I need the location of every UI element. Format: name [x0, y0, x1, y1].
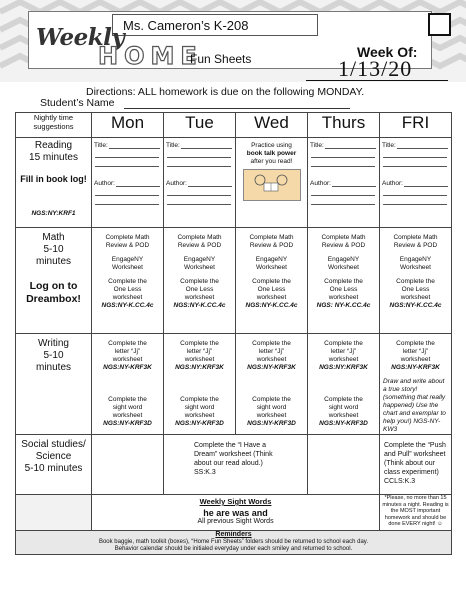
- directions-text: Directions: ALL homework is due on the following MONDAY.: [86, 86, 365, 98]
- writing-thurs: [308, 334, 380, 435]
- math-engageny: EngageNY Worksheet: [183, 256, 216, 271]
- reading-fri: [380, 138, 452, 228]
- math-thurs: [308, 228, 380, 334]
- writing-ngs: NGS:NY-KRF3K: [103, 364, 152, 371]
- author-label: Author:: [94, 180, 115, 187]
- writing-ngs: NGS:NY-KRF3K: [391, 364, 440, 371]
- math-ngs: NGS: NY-K.CC.4c: [316, 302, 371, 309]
- writing-fri: [380, 334, 452, 435]
- sight-words-cell: [92, 495, 380, 531]
- wed-line1: Practice using: [251, 142, 292, 149]
- reminder-line1: Book baggie, math toolkit (boxes), “Home Fun Sheets” folders should be returned to school each day.: [98, 538, 369, 545]
- corner-checkbox: [428, 13, 451, 36]
- math-fri: [380, 228, 452, 334]
- reminder-line2: Behavior calendar should be initialed everyday under each smiley and returned to school.: [114, 546, 353, 552]
- math-label: Math: [42, 232, 65, 243]
- math-one-less: Complete the One Less worksheet: [108, 278, 147, 301]
- math-one-less: Complete the One Less worksheet: [396, 278, 435, 301]
- social-row: [16, 435, 452, 495]
- math-mon: [92, 228, 164, 334]
- social-fri: [380, 435, 452, 495]
- writing-mon: [92, 334, 164, 435]
- math-wed: [236, 228, 308, 334]
- social-label: Social studies/ Science: [21, 439, 86, 462]
- student-name-label: Student’s Name: [40, 97, 115, 109]
- title-label: Title:: [94, 142, 108, 149]
- math-review: Complete Math Review & POD: [177, 234, 222, 249]
- writing-ngs: NGS:NY-KRF3D: [247, 420, 296, 427]
- teacher-name: Ms. Cameron’s K-208: [112, 14, 318, 36]
- author-label: Author:: [310, 180, 331, 187]
- reading-tue: [164, 138, 236, 228]
- math-engageny: EngageNY Worksheet: [255, 256, 288, 271]
- writing-ngs: NGS:NY-KRF3D: [175, 420, 224, 427]
- homework-grid: [15, 112, 452, 555]
- math-ngs: NGS:NY-K.CC.4c: [389, 302, 442, 309]
- title-label: Title:: [166, 142, 180, 149]
- writing-letter: Complete the letter “Jj” worksheet: [180, 340, 219, 363]
- wed-line2: book talk power: [246, 150, 297, 157]
- book-talk-picture: [243, 169, 301, 201]
- math-ngs: NGS:NY-K.CC.4c: [245, 302, 298, 309]
- fun-sheets-subtitle: Fun Sheets: [190, 52, 252, 66]
- writing-true-story: Draw and write about a true story! (something that really happened) Use the chart and exemplar to help you!) NGS-NY-KW3: [383, 378, 446, 433]
- writing-ngs: NGS:NY-KRF3D: [103, 420, 152, 427]
- reminders-row: [16, 531, 452, 555]
- math-one-less: Complete the One Less worksheet: [180, 278, 219, 301]
- social-subject: [16, 435, 92, 495]
- reading-ngs: NGS:NY:KRF1: [31, 210, 76, 217]
- reading-instruction: Fill in book log!: [20, 174, 87, 184]
- writing-sight-word: Complete the sight word worksheet: [324, 396, 363, 419]
- writing-ngs: NGS:NY-KRF3D: [319, 420, 368, 427]
- reading-row: [16, 138, 452, 228]
- sight-blank: [16, 495, 92, 531]
- author-label: Author:: [166, 180, 187, 187]
- writing-subject: [16, 334, 92, 435]
- writing-tue: [164, 334, 236, 435]
- day-tue: Tue: [164, 113, 236, 138]
- push-pull-worksheet: Complete the “Push and Pull” worksheet (Think about our class experiment) CCLS:K.3: [384, 442, 446, 485]
- math-one-less: Complete the One Less worksheet: [324, 278, 363, 301]
- writing-letter: Complete the letter “Jj” worksheet: [252, 340, 291, 363]
- writing-sight-word: Complete the sight word worksheet: [108, 396, 147, 419]
- social-thurs: [308, 435, 380, 495]
- sight-words-row: [16, 495, 452, 531]
- reminders-cell: [16, 531, 452, 555]
- math-engageny: EngageNY Worksheet: [327, 256, 360, 271]
- math-time: 5-10 minutes: [35, 244, 71, 267]
- reading-wed: [236, 138, 308, 228]
- sight-words-sub: All previous Sight Words: [197, 518, 274, 525]
- reading-label: Reading: [34, 140, 73, 151]
- writing-ngs: NGS:NY:KRF3K: [175, 364, 224, 371]
- social-tue-wed: [164, 435, 308, 495]
- math-ngs: NGS:NY-K.CC.4c: [101, 302, 154, 309]
- writing-time: 5-10 minutes: [35, 350, 71, 373]
- reading-subject: [16, 138, 92, 228]
- nightly-time-header: Nightly time suggestions: [16, 113, 92, 138]
- math-review: Complete Math Review & POD: [321, 234, 366, 249]
- week-of-label: Week Of:: [357, 44, 418, 60]
- math-review: Complete Math Review & POD: [393, 234, 438, 249]
- weekly-title: Weekly: [36, 24, 125, 51]
- reading-mon: [92, 138, 164, 228]
- reading-thurs: [308, 138, 380, 228]
- writing-ngs: NGS:NY-KRF3K: [247, 364, 296, 371]
- math-instruction: Log on to Dreambox!: [26, 280, 81, 305]
- sight-words-heading: Weekly Sight Words: [199, 497, 272, 506]
- day-thurs: Thurs: [308, 113, 380, 138]
- writing-wed: [236, 334, 308, 435]
- title-label: Title:: [382, 142, 396, 149]
- writing-ngs: NGS:NY:KRF3K: [319, 364, 368, 371]
- homework-note: *Please, no more than 15 minutes a night. Reading is the MOST important homework and should be done EVERY night! ☺: [380, 495, 452, 531]
- title-label: Title:: [310, 142, 324, 149]
- writing-sight-word: Complete the sight word worksheet: [180, 396, 219, 419]
- math-subject: [16, 228, 92, 334]
- writing-sight-word: Complete the sight word worksheet: [252, 396, 291, 419]
- day-wed: Wed: [236, 113, 308, 138]
- grid-header-row: [16, 113, 452, 138]
- math-one-less: Complete the One Less worksheet: [252, 278, 291, 301]
- wed-line3: after you read!: [250, 158, 293, 165]
- writing-letter: Complete the letter “Jj” worksheet: [108, 340, 147, 363]
- writing-label: Writing: [38, 338, 69, 349]
- social-mon: [92, 435, 164, 495]
- math-review: Complete Math Review & POD: [249, 234, 294, 249]
- writing-letter: Complete the letter “Jj” worksheet: [324, 340, 363, 363]
- math-engageny: EngageNY Worksheet: [399, 256, 432, 271]
- day-fri: FRI: [380, 113, 452, 138]
- reading-time: 15 minutes: [29, 152, 78, 163]
- math-review: Complete Math Review & POD: [105, 234, 150, 249]
- math-engageny: EngageNY Worksheet: [111, 256, 144, 271]
- writing-letter: Complete the letter “Jj” worksheet: [396, 340, 435, 363]
- math-ngs: NGS:NY-K.CC.4c: [173, 302, 226, 309]
- math-row: [16, 228, 452, 334]
- sight-words-list: he are was and: [203, 508, 268, 518]
- week-date: 1/13/20: [338, 56, 413, 81]
- day-mon: Mon: [92, 113, 164, 138]
- author-label: Author:: [382, 180, 403, 187]
- student-name-line: [124, 108, 350, 109]
- date-underline: [306, 80, 448, 81]
- writing-row: [16, 334, 452, 435]
- math-tue: [164, 228, 236, 334]
- dream-worksheet: Complete the “I Have a Dream” worksheet (Think about our read aloud.) SS:K.3: [194, 442, 273, 476]
- reminders-heading: Reminders: [215, 531, 252, 538]
- home-title: HOME: [98, 42, 203, 70]
- social-time: 5-10 minutes: [24, 463, 83, 474]
